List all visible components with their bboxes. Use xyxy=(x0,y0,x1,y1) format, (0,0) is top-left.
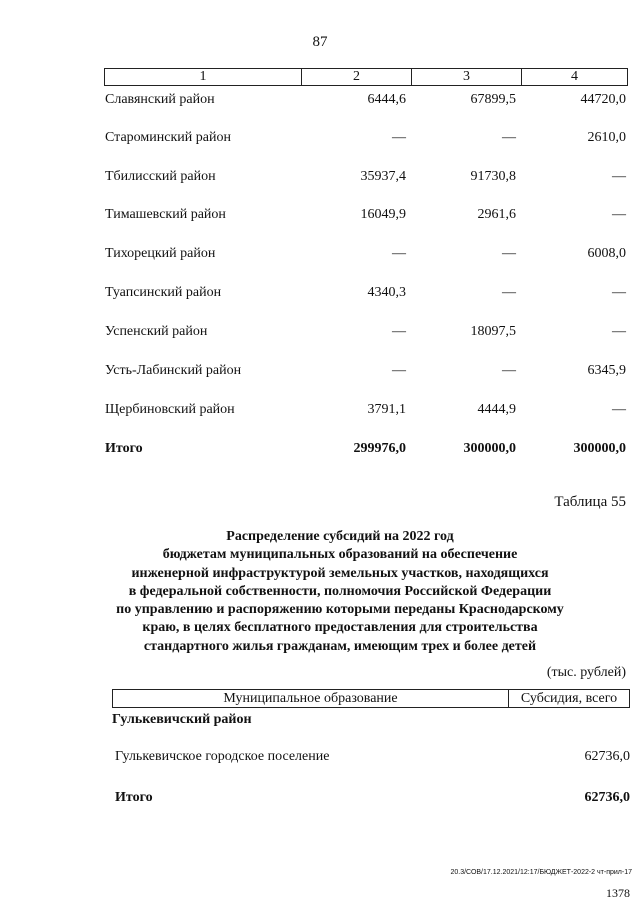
table-row xyxy=(0,246,640,266)
title-line: краю, в целях бесплатного предоставления для строительства xyxy=(142,620,538,636)
row-value-col4: — xyxy=(612,169,626,184)
row-value-col4: 44720,0 xyxy=(580,92,626,107)
table-total-row xyxy=(0,441,640,461)
table-row xyxy=(0,169,640,189)
row-value-col3: 18097,5 xyxy=(470,324,516,339)
column-number-4: 4 xyxy=(521,69,627,85)
title-line: в федеральной собственности, полномочия Российской Федерации xyxy=(128,583,552,599)
table2-total-value: 62736,0 xyxy=(584,790,630,805)
title-line: инженерной инфраструктурой земельных участков, находящихся xyxy=(131,565,549,581)
row-value-col3: — xyxy=(502,285,516,300)
row-name: Староминский район xyxy=(105,130,231,145)
total-value-col3: 300000,0 xyxy=(463,441,516,456)
header-subsidy: Субсидия, всего xyxy=(520,691,618,706)
row-value-col4: — xyxy=(612,324,626,339)
table-label: Таблица 55 xyxy=(554,494,626,510)
title-line: бюджетам муниципальных образований на обеспечение xyxy=(162,547,518,563)
row-value-col3: — xyxy=(502,130,516,145)
settlement-name: Гулькевичское городское поселение xyxy=(115,749,330,764)
total-value-col2: 299976,0 xyxy=(353,441,406,456)
title-line: Распределение субсидий на 2022 год xyxy=(226,529,454,544)
row-name: Щербиновский район xyxy=(105,402,235,417)
table2-header xyxy=(112,689,630,708)
row-value-col2: 16049,9 xyxy=(360,207,406,222)
row-value-col2: 3791,1 xyxy=(367,402,406,417)
row-value-col4: 6008,0 xyxy=(587,246,626,261)
table-row xyxy=(0,207,640,227)
row-value-col3: 4444,9 xyxy=(477,402,516,417)
total-label: Итого xyxy=(105,441,143,456)
row-name: Усть-Лабинский район xyxy=(105,363,242,378)
row-value-col3: 2961,6 xyxy=(477,207,516,222)
table-row xyxy=(0,363,640,383)
table-row xyxy=(0,92,640,112)
column-number-2: 2 xyxy=(301,69,411,85)
row-value-col3: 67899,5 xyxy=(470,92,516,107)
table-column-numbers xyxy=(104,68,628,86)
row-value-col2: — xyxy=(392,130,406,145)
row-value-col3: 91730,8 xyxy=(470,169,516,184)
row-value-col2: — xyxy=(392,363,406,378)
title-line: по управлению и распоряжению которыми переданы Краснодарскому xyxy=(116,602,564,618)
row-name: Успенский район xyxy=(105,324,208,339)
table-row xyxy=(0,402,640,422)
row-value-col2: — xyxy=(392,246,406,261)
page-number: 87 xyxy=(312,34,328,50)
total-value-col4: 300000,0 xyxy=(573,441,626,456)
row-value-col4: 6345,9 xyxy=(587,363,626,378)
row-value-col4: — xyxy=(612,285,626,300)
document-code: 20.3/СОВ/17.12.2021/12:17/БЮДЖЕТ-2022-2 чт-прил-17 xyxy=(450,869,632,876)
row-name: Тбилисский район xyxy=(105,169,216,184)
row-value-col2: 4340,3 xyxy=(367,285,406,300)
row-name: Тихорецкий район xyxy=(105,246,216,261)
row-value-col2: 6444,6 xyxy=(367,92,406,107)
title-line: стандартного жилья гражданам, имеющим трех и более детей xyxy=(143,638,537,654)
row-value-col2: — xyxy=(392,324,406,339)
column-number-3: 3 xyxy=(411,69,521,85)
district-name: Гулькевичский район xyxy=(112,712,252,727)
column-number-1: 1 xyxy=(199,69,207,84)
table-row xyxy=(0,130,640,150)
table2-total-label: Итого xyxy=(115,790,153,805)
row-name: Туапсинский район xyxy=(105,285,222,300)
header-municipality: Муниципальное образование xyxy=(113,690,509,707)
unit-label: (тыс. рублей) xyxy=(546,665,626,680)
sheet-number: 1378 xyxy=(606,886,630,900)
row-value-col4: 2610,0 xyxy=(587,130,626,145)
row-name: Тимашевский район xyxy=(105,207,226,222)
table-row xyxy=(0,324,640,344)
table-row xyxy=(0,285,640,305)
row-value-col3: — xyxy=(502,246,516,261)
row-value-col4: — xyxy=(612,207,626,222)
row-name: Славянский район xyxy=(105,92,215,107)
row-value-col2: 35937,4 xyxy=(360,169,406,184)
document-title xyxy=(110,528,570,656)
settlement-value: 62736,0 xyxy=(584,749,630,764)
row-value-col4: — xyxy=(612,402,626,417)
row-value-col3: — xyxy=(502,363,516,378)
